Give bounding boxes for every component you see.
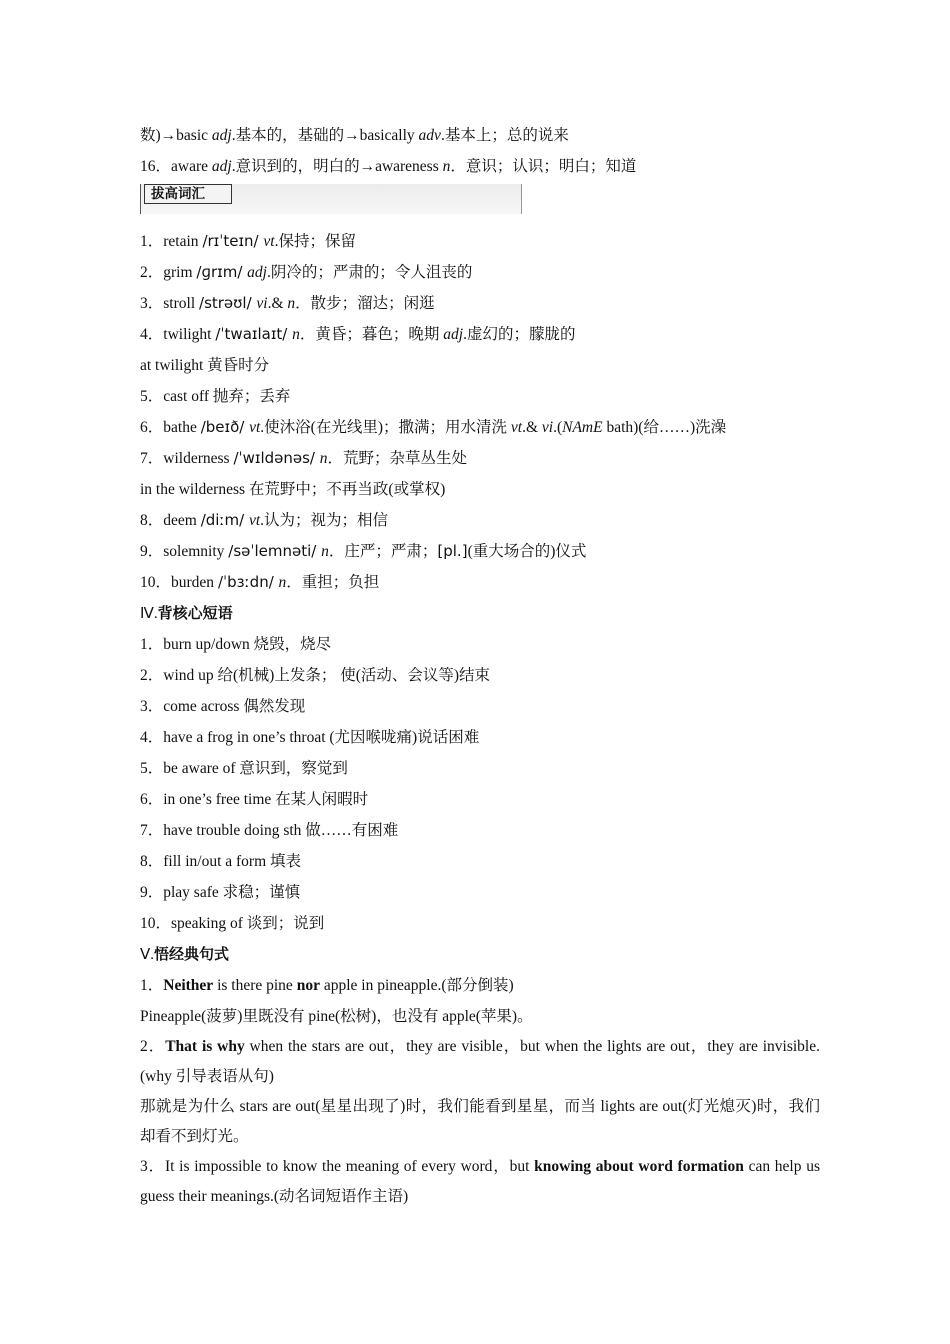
vocab-item — [140, 381, 820, 412]
item-number: 9． — [140, 543, 164, 560]
definition: ．荒野；杂草丛生处 — [327, 450, 468, 467]
item-number: 3． — [140, 295, 164, 312]
section-heading — [140, 939, 820, 970]
definition: bath)(给……)洗澡 — [602, 419, 727, 436]
definition: .( — [553, 419, 563, 436]
vocab-item — [140, 443, 820, 474]
word: cast off 抛弃；丢弃 — [163, 388, 291, 405]
item-number: 10． — [140, 574, 172, 591]
section-number: Ⅳ. — [140, 606, 158, 622]
key-words: knowing about word formation — [534, 1158, 744, 1175]
key-words: That is why — [165, 1038, 245, 1055]
pos-label: vt — [263, 233, 275, 250]
phonetic: /ˈbɜːdn/ — [217, 573, 279, 591]
definition: ．庄严；严肃； — [328, 543, 438, 560]
pos-label: adj — [247, 264, 267, 281]
phrase-item: 2．wind up 给(机械)上发条； 使(活动、会议等)结束 — [140, 667, 491, 684]
item-number: 1． — [140, 977, 164, 994]
key-words: Neither — [163, 977, 214, 994]
pos-label: adj — [443, 326, 464, 343]
item-number: 5． — [140, 388, 164, 405]
pos-label: adj — [211, 158, 232, 175]
word: wilderness — [163, 450, 234, 467]
definition: ．意识；认识；明白；知道 — [450, 158, 637, 175]
vocab-item — [140, 567, 820, 598]
phrase-item: 5．be aware of 意识到，察觉到 — [140, 760, 348, 777]
pos-label: vi — [541, 419, 554, 436]
sentence-item — [140, 970, 820, 1001]
section-banner — [140, 184, 820, 218]
text-line — [140, 120, 820, 151]
item-number: 6． — [140, 419, 164, 436]
definition: ．黄昏；暮色；晚期 — [299, 326, 444, 343]
word: stroll — [163, 295, 200, 312]
sentence-text: apple in pineapple.(部分倒装) — [319, 977, 514, 994]
item-number: 7． — [140, 450, 164, 467]
pos-label: adj — [211, 127, 232, 144]
definition: .保持；保留 — [274, 233, 356, 250]
text: .基本上；总的说来 — [440, 127, 569, 144]
vocab-item — [140, 505, 820, 536]
definition: ．重担；负担 — [286, 574, 380, 591]
definition: ．散步；溜达；闲逛 — [295, 295, 435, 312]
sentence-text: can help us guess their meanings.(动名词短语作主语) — [140, 1158, 820, 1205]
text: 数)→basic — [140, 127, 212, 144]
section-title: 悟经典句式 — [154, 945, 230, 963]
pos-label: n — [287, 295, 296, 312]
sentence-text: is there pine — [213, 977, 297, 994]
phonetic: /rɪˈteɪn/ — [202, 232, 264, 250]
item-number: 1． — [140, 233, 164, 250]
definition: .使沐浴(在光线里)；撒满；用水清洗 — [260, 419, 511, 436]
phrase-item: 7．have trouble doing sth 做……有困难 — [140, 822, 399, 839]
word: twilight — [163, 326, 216, 343]
item-number: 2． — [140, 1038, 166, 1055]
sentence-translation: Pineapple(菠萝)里既没有 pine(松树)，也没有 apple(苹果)。 — [140, 1008, 533, 1025]
definition: .虚幻的；朦胧的 — [463, 326, 576, 343]
pos-label: adv — [418, 127, 441, 144]
pos-label: vi — [256, 295, 268, 312]
phrase-item: 1．burn up/down 烧毁，烧尽 — [140, 636, 332, 653]
sentence-item — [140, 1152, 820, 1212]
pos-label: n — [319, 450, 328, 467]
definition: .阴冷的；严肃的；令人沮丧的 — [266, 264, 473, 281]
word: retain — [163, 233, 203, 250]
vocab-item-16 — [140, 151, 820, 182]
vocab-item — [140, 288, 820, 319]
definition: .& — [267, 295, 288, 312]
phonetic: /beɪð/ — [200, 418, 250, 436]
plural-tag: [pl.] — [437, 542, 468, 560]
sentence-item — [140, 1032, 820, 1092]
word: deem — [163, 512, 201, 529]
key-words: nor — [296, 977, 320, 994]
phrase-item: 8．fill in/out a form 填表 — [140, 853, 302, 870]
pos-label: n — [292, 326, 300, 343]
phonetic: /strəʊl/ — [199, 294, 257, 312]
definition: (重大场合的)仪式 — [467, 543, 587, 560]
word: bathe — [163, 419, 201, 436]
phonetic: /səˈlemnəti/ — [228, 542, 322, 560]
section-heading — [140, 598, 820, 629]
section-title: 背核心短语 — [157, 604, 233, 622]
phrase-item: 6．in one’s free time 在某人闲暇时 — [140, 791, 369, 808]
pos-label: vt — [248, 512, 261, 529]
phrase-item: 9．play safe 求稳；谨慎 — [140, 884, 301, 901]
item-number: 3． — [140, 1158, 165, 1175]
definition: .& — [522, 419, 542, 436]
document-page — [140, 120, 820, 1212]
definition: .意识到的，明白的→awareness — [231, 158, 443, 175]
pos-label: NAmE — [562, 419, 603, 436]
item-text: 16．aware — [140, 158, 212, 175]
pos-label: vt — [510, 419, 523, 436]
item-number: 8． — [140, 512, 164, 529]
phonetic: /ˈtwaɪlaɪt/ — [215, 325, 293, 343]
sentence-text: It is impossible to know the meaning of every word，but — [164, 1158, 535, 1175]
item-number: 2． — [140, 264, 164, 281]
word: solemnity — [163, 543, 229, 560]
vocab-item — [140, 536, 820, 567]
phonetic: /ɡrɪm/ — [196, 263, 248, 281]
section-number: Ⅴ. — [140, 947, 155, 963]
pos-label: vt — [249, 419, 261, 436]
vocab-item — [140, 226, 820, 257]
vocab-extra: at twilight 黄昏时分 — [140, 357, 270, 374]
pos-label: n — [321, 543, 329, 560]
item-number: 4． — [140, 326, 164, 343]
sentence-text: when the stars are out，they are visible，but when the lights are out，they are invisible.(why 引导表语从句) — [140, 1038, 820, 1085]
phonetic: /ˈwɪldənəs/ — [233, 449, 320, 467]
phrase-item: 10．speaking of 谈到；说到 — [140, 915, 325, 932]
vocab-item — [140, 412, 820, 443]
sentence-translation: 那就是为什么 stars are out(星星出现了)时，我们能看到星星，而当 lights are out(灯光熄灭)时，我们却看不到灯光。 — [140, 1098, 820, 1145]
phrase-item: 3．come across 偶然发现 — [140, 698, 306, 715]
vocab-item — [140, 257, 820, 288]
phonetic: /diːm/ — [200, 511, 249, 529]
pos-label: n — [278, 574, 287, 591]
phrase-item: 4．have a frog in one’s throat (尤因喉咙痛)说话困难 — [140, 729, 480, 746]
pos-label: n — [442, 158, 451, 175]
vocab-extra: in the wilderness 在荒野中；不再当政(或掌权) — [140, 481, 446, 498]
word: burden — [171, 574, 218, 591]
vocab-item — [140, 319, 820, 350]
word: grim — [163, 264, 197, 281]
definition: .认为；视为；相信 — [260, 512, 389, 529]
banner-label: 拔高词汇 — [144, 184, 232, 204]
text: .基本的，基础的→basically — [231, 127, 419, 144]
